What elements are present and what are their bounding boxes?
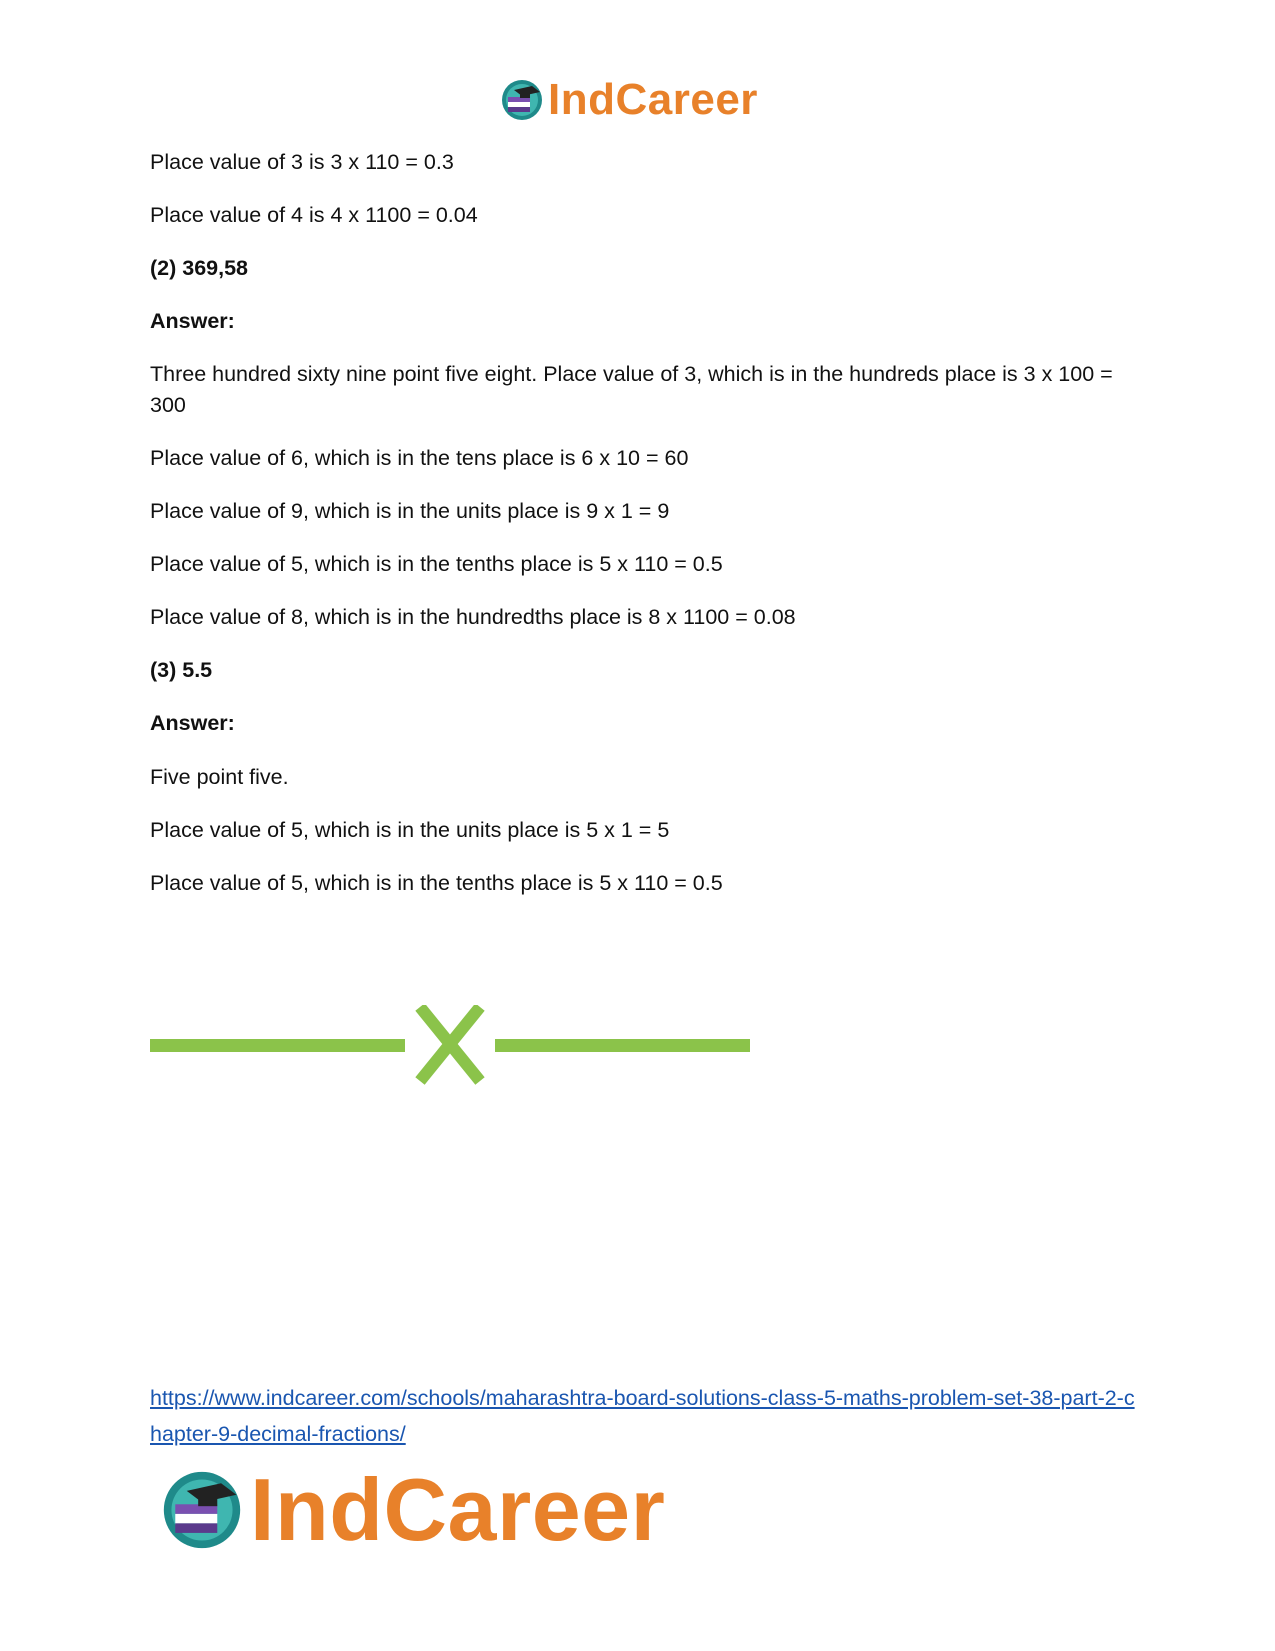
paragraph: Place value of 6, which is in the tens place is 6 x 10 = 60 bbox=[150, 446, 689, 470]
paragraph: Five point five. bbox=[150, 765, 289, 789]
footer-logo bbox=[160, 1460, 666, 1559]
brand-name: IndCareer bbox=[250, 1460, 666, 1559]
paragraph: Place value of 5, which is in the tenths place is 5 x 110 = 0.5 bbox=[150, 871, 723, 895]
paragraph: Place value of 5, which is in the tenths place is 5 x 110 = 0.5 bbox=[150, 552, 723, 576]
section-divider bbox=[150, 1005, 760, 1085]
paragraph: Place value of 8, which is in the hundredths place is 8 x 1100 = 0.08 bbox=[150, 605, 796, 629]
graduation-book-icon bbox=[160, 1468, 244, 1552]
answer-label: Answer: bbox=[150, 309, 235, 333]
paragraph: Place value of 5, which is in the units place is 5 x 1 = 5 bbox=[150, 818, 670, 842]
brand-name: IndCareer bbox=[548, 75, 758, 124]
question-heading: (3) 5.5 bbox=[150, 658, 213, 682]
source-link[interactable]: https://www.indcareer.com/schools/maharashtra-board-solutions-class-5-maths-problem-set-38-part-2-chapter-9-decimal-fractions/ bbox=[150, 1386, 1135, 1446]
paragraph: Place value of 9, which is in the units place is 9 x 1 = 9 bbox=[150, 499, 670, 523]
divider-line-right bbox=[495, 1039, 750, 1052]
header-logo bbox=[500, 75, 758, 124]
divider-line-left bbox=[150, 1039, 405, 1052]
paragraph: Place value of 3 is 3 x 110 = 0.3 bbox=[150, 150, 454, 174]
answer-label: Answer: bbox=[150, 711, 235, 735]
paragraph: Place value of 4 is 4 x 1100 = 0.04 bbox=[150, 203, 478, 227]
question-heading: (2) 369,58 bbox=[150, 256, 249, 280]
graduation-book-icon bbox=[500, 78, 544, 122]
paragraph: Three hundred sixty nine point five eight. Place value of 3, which is in the hundreds place is 3 x 100 = 300 bbox=[150, 362, 1113, 417]
